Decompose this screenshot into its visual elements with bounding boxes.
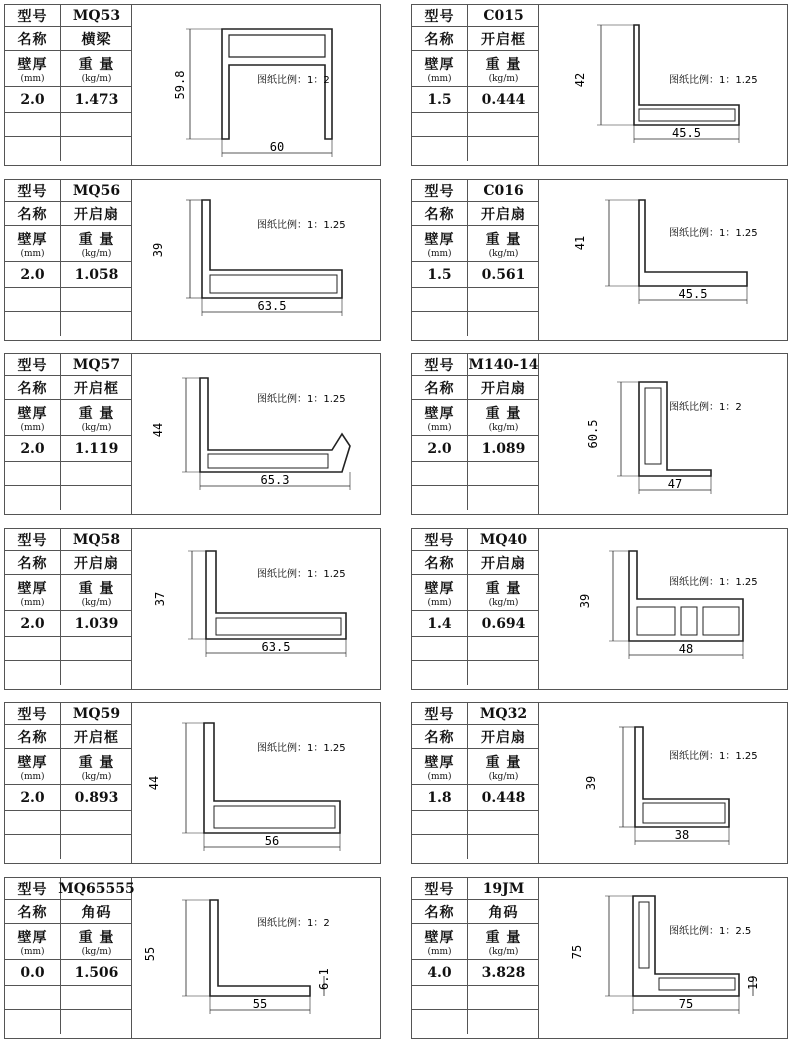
weight-unit: (kg/m): [81, 248, 112, 259]
weight-unit: (kg/m): [488, 73, 519, 84]
wall-unit: (mm): [427, 73, 452, 84]
wall-label: 壁厚: [17, 56, 48, 73]
weight-unit: (kg/m): [81, 422, 112, 433]
name-value: 开启框: [481, 31, 526, 48]
wall-label: 壁厚: [17, 231, 48, 248]
dim-extra: 19: [746, 975, 760, 990]
weight-label: 重 量: [78, 929, 115, 946]
weight-label: 重 量: [78, 405, 115, 422]
table-row: [412, 376, 539, 400]
name-label: 名称: [17, 904, 48, 921]
table-row: [412, 811, 539, 835]
profile-card: [411, 877, 788, 1039]
wall-label: 壁厚: [17, 580, 48, 597]
table-row: [5, 960, 132, 986]
table-row: [412, 725, 539, 749]
dim-width: 45.5: [672, 126, 701, 140]
weight-value: 0.694: [481, 615, 526, 632]
table-row: [5, 376, 132, 400]
wall-label: 壁厚: [17, 405, 48, 422]
table-row: [412, 226, 539, 262]
weight-label: 重 量: [485, 580, 522, 597]
model-value: MQ56: [72, 182, 121, 199]
name-value: 角码: [81, 904, 112, 921]
name-value: 开启框: [74, 380, 119, 397]
table-row: [5, 575, 132, 611]
dim-width: 45.5: [678, 287, 708, 301]
scale-text: 图纸比例：1：2.5: [669, 926, 752, 937]
table-row: [412, 400, 539, 436]
scale-text: 图纸比例：1：1.25: [257, 569, 346, 580]
table-row: [412, 986, 539, 1010]
name-value: 横梁: [81, 31, 112, 48]
name-label: 名称: [424, 380, 455, 397]
profile-drawing: [132, 180, 380, 340]
model-value: MQ40: [479, 531, 528, 548]
dim-width: 75: [678, 997, 694, 1011]
dim-width: 47: [667, 477, 683, 491]
weight-label: 重 量: [485, 754, 522, 771]
weight-label: 重 量: [485, 231, 522, 248]
wall-unit: (mm): [427, 771, 452, 782]
name-label: 名称: [424, 31, 455, 48]
dim-width: 56: [264, 834, 280, 848]
profile-card: [411, 528, 788, 690]
spec-table: [412, 5, 539, 165]
drawing-area: [539, 529, 787, 689]
profile-card: [4, 702, 381, 864]
table-row: [5, 400, 132, 436]
model-label: 型号: [424, 532, 455, 549]
wall-label: 壁厚: [424, 929, 455, 946]
table-row: [5, 486, 132, 510]
table-row: [5, 51, 132, 87]
drawing-area: [132, 354, 380, 514]
name-value: 开启扇: [74, 555, 119, 572]
weight-value: 0.444: [481, 91, 526, 108]
table-row: [5, 180, 132, 202]
model-value: MQ65555: [58, 880, 135, 897]
profile-card: [4, 4, 381, 166]
scale-text: 图纸比例：1：2: [669, 402, 742, 413]
name-label: 名称: [17, 380, 48, 397]
weight-value: 0.893: [74, 789, 119, 806]
wall-label: 壁厚: [17, 929, 48, 946]
dim-height: 39: [578, 593, 592, 609]
table-row: [5, 749, 132, 785]
table-row: [5, 725, 132, 749]
table-row: [412, 529, 539, 551]
thickness-value: 0.0: [20, 964, 45, 981]
table-row: [5, 986, 132, 1010]
spec-table: [5, 878, 135, 1038]
thickness-value: 1.4: [427, 615, 452, 632]
spec-table: [5, 354, 132, 514]
table-row: [412, 51, 539, 87]
wall-label: 壁厚: [17, 754, 48, 771]
drawing-area: [539, 878, 787, 1038]
table-row: [5, 785, 132, 811]
wall-unit: (mm): [20, 597, 45, 608]
dim-height: 59.8: [173, 70, 187, 100]
weight-value: 0.448: [481, 789, 526, 806]
name-value: 开启扇: [74, 206, 119, 223]
model-value: MQ59: [72, 705, 121, 722]
table-row: [5, 27, 132, 51]
spec-table: [5, 703, 132, 863]
model-value: M140-14: [468, 356, 539, 373]
model-label: 型号: [17, 357, 48, 374]
table-row: [412, 960, 539, 986]
drawing-area: [132, 5, 380, 165]
table-row: [412, 462, 539, 486]
profile-card: [411, 4, 788, 166]
wall-unit: (mm): [20, 422, 45, 433]
spec-table: [412, 878, 539, 1038]
model-label: 型号: [17, 706, 48, 723]
weight-unit: (kg/m): [488, 597, 519, 608]
wall-label: 壁厚: [424, 231, 455, 248]
profile-card: [4, 528, 381, 690]
table-row: [5, 5, 132, 27]
name-value: 角码: [488, 904, 519, 921]
model-label: 型号: [424, 183, 455, 200]
spec-table: [5, 529, 132, 689]
weight-value: 1.058: [74, 266, 119, 283]
weight-unit: (kg/m): [81, 771, 112, 782]
profile-drawing: [132, 529, 380, 689]
spec-table: [5, 5, 132, 165]
spec-table: [412, 703, 539, 863]
profile-drawing: [539, 703, 787, 863]
dim-height: 39: [151, 242, 165, 258]
name-value: 开启扇: [481, 555, 526, 572]
table-row: [5, 87, 132, 113]
name-label: 名称: [17, 729, 48, 746]
thickness-value: 2.0: [20, 615, 45, 632]
thickness-value: 1.8: [427, 789, 452, 806]
table-row: [5, 113, 132, 137]
scale-text: 图纸比例：1：2: [257, 75, 330, 86]
spec-table: [412, 354, 539, 514]
weight-label: 重 量: [485, 405, 522, 422]
table-row: [412, 486, 539, 510]
dim-width: 48: [678, 642, 694, 656]
drawing-area: [132, 180, 380, 340]
weight-value: 1.473: [74, 91, 119, 108]
table-row: [412, 137, 539, 161]
weight-unit: (kg/m): [488, 771, 519, 782]
weight-value: 0.561: [481, 266, 526, 283]
table-row: [412, 113, 539, 137]
name-value: 开启扇: [481, 729, 526, 746]
profile-card: [411, 353, 788, 515]
scale-text: 图纸比例：1：1.25: [669, 751, 758, 762]
profile-drawing: [539, 354, 787, 514]
model-value: MQ32: [479, 705, 528, 722]
table-row: [5, 1010, 132, 1034]
spec-table: [5, 180, 132, 340]
weight-label: 重 量: [78, 754, 115, 771]
thickness-value: 2.0: [20, 266, 45, 283]
table-row: [412, 5, 539, 27]
name-value: 开启扇: [481, 206, 526, 223]
table-row: [5, 611, 132, 637]
profile-card: [4, 353, 381, 515]
weight-unit: (kg/m): [488, 422, 519, 433]
weight-unit: (kg/m): [81, 73, 112, 84]
scale-text: 图纸比例：1：1.25: [669, 228, 758, 239]
wall-label: 壁厚: [424, 56, 455, 73]
name-label: 名称: [424, 555, 455, 572]
profile-drawing: [132, 703, 380, 863]
dim-height: 44: [147, 775, 161, 791]
weight-value: 1.506: [74, 964, 119, 981]
profile-drawing: [539, 180, 787, 340]
dim-height: 37: [153, 591, 167, 607]
table-row: [5, 878, 135, 900]
weight-unit: (kg/m): [81, 946, 112, 957]
profile-card: [411, 702, 788, 864]
weight-label: 重 量: [78, 580, 115, 597]
model-label: 型号: [17, 532, 48, 549]
table-row: [412, 575, 539, 611]
weight-unit: (kg/m): [488, 248, 519, 259]
thickness-value: 2.0: [20, 91, 45, 108]
model-value: MQ58: [72, 531, 121, 548]
thickness-value: 2.0: [20, 440, 45, 457]
profile-drawing: [132, 878, 380, 1038]
thickness-value: 2.0: [427, 440, 452, 457]
drawing-area: [132, 529, 380, 689]
wall-unit: (mm): [20, 771, 45, 782]
name-label: 名称: [424, 206, 455, 223]
spec-table: [412, 529, 539, 689]
table-row: [412, 180, 539, 202]
table-row: [5, 551, 132, 575]
name-label: 名称: [17, 206, 48, 223]
table-row: [5, 924, 132, 960]
drawing-area: [539, 5, 787, 165]
profile-card: [411, 179, 788, 341]
scale-text: 图纸比例：1：2: [257, 918, 330, 929]
wall-unit: (mm): [427, 422, 452, 433]
dim-height: 39: [584, 775, 598, 791]
dim-width: 60: [269, 140, 285, 154]
name-value: 开启框: [74, 729, 119, 746]
wall-label: 壁厚: [424, 405, 455, 422]
model-label: 型号: [424, 706, 455, 723]
table-row: [5, 900, 132, 924]
table-row: [412, 878, 539, 900]
name-value: 开启扇: [481, 380, 526, 397]
table-row: [5, 529, 132, 551]
name-label: 名称: [17, 555, 48, 572]
model-value: C015: [483, 7, 524, 24]
table-row: [412, 354, 539, 376]
model-label: 型号: [17, 8, 48, 25]
dim-width: 38: [674, 828, 690, 842]
weight-label: 重 量: [78, 231, 115, 248]
thickness-value: 1.5: [427, 91, 452, 108]
table-row: [412, 785, 539, 811]
model-label: 型号: [17, 183, 48, 200]
name-label: 名称: [424, 729, 455, 746]
model-value: 19JM: [482, 880, 525, 897]
table-row: [5, 436, 132, 462]
drawing-area: [132, 878, 380, 1038]
table-row: [412, 900, 539, 924]
model-value: C016: [483, 182, 524, 199]
profile-drawing: [539, 529, 787, 689]
model-label: 型号: [424, 8, 455, 25]
weight-value: 3.828: [481, 964, 526, 981]
thickness-value: 2.0: [20, 789, 45, 806]
table-row: [5, 811, 132, 835]
model-value: MQ53: [72, 7, 121, 24]
profile-card: [4, 877, 381, 1039]
table-row: [412, 749, 539, 785]
dim-height: 44: [151, 422, 165, 438]
table-row: [5, 703, 132, 725]
wall-label: 壁厚: [424, 754, 455, 771]
wall-unit: (mm): [427, 946, 452, 957]
thickness-value: 4.0: [427, 964, 452, 981]
dim-height: 41: [573, 235, 587, 251]
table-row: [412, 87, 539, 113]
table-row: [5, 288, 132, 312]
scale-text: 图纸比例：1：1.25: [669, 75, 758, 86]
profile-card: [4, 179, 381, 341]
table-row: [412, 436, 539, 462]
table-row: [5, 202, 132, 226]
dim-width: 55: [252, 997, 268, 1011]
table-row: [412, 262, 539, 288]
model-value: MQ57: [72, 356, 121, 373]
table-row: [412, 637, 539, 661]
profile-drawing: [132, 354, 380, 514]
table-row: [412, 27, 539, 51]
scale-text: 图纸比例：1：1.25: [257, 394, 346, 405]
weight-label: 重 量: [485, 56, 522, 73]
wall-label: 壁厚: [424, 580, 455, 597]
table-row: [5, 226, 132, 262]
name-label: 名称: [17, 31, 48, 48]
thickness-value: 1.5: [427, 266, 452, 283]
weight-label: 重 量: [78, 56, 115, 73]
profile-drawing: [539, 5, 787, 165]
model-label: 型号: [424, 881, 455, 898]
weight-value: 1.089: [481, 440, 526, 457]
drawing-area: [539, 180, 787, 340]
wall-unit: (mm): [427, 248, 452, 259]
scale-text: 图纸比例：1：1.25: [257, 220, 346, 231]
table-row: [412, 288, 539, 312]
dim-height: 42: [573, 72, 587, 88]
model-label: 型号: [424, 357, 455, 374]
drawing-area: [539, 354, 787, 514]
drawing-area: [539, 703, 787, 863]
dim-width: 63.5: [257, 299, 287, 313]
table-row: [5, 637, 132, 661]
table-row: [412, 924, 539, 960]
wall-unit: (mm): [427, 597, 452, 608]
table-row: [412, 312, 539, 336]
profile-drawing: [132, 5, 380, 165]
table-row: [412, 835, 539, 859]
table-row: [412, 551, 539, 575]
table-row: [5, 137, 132, 161]
scale-text: 图纸比例：1：1.25: [257, 743, 346, 754]
weight-value: 1.039: [74, 615, 119, 632]
table-row: [412, 202, 539, 226]
dim-extra: 6.1: [317, 968, 331, 990]
wall-unit: (mm): [20, 946, 45, 957]
drawing-area: [132, 703, 380, 863]
weight-unit: (kg/m): [81, 597, 112, 608]
table-row: [412, 703, 539, 725]
table-row: [5, 462, 132, 486]
weight-label: 重 量: [485, 929, 522, 946]
table-row: [5, 661, 132, 685]
dim-width: 63.5: [261, 640, 291, 654]
scale-text: 图纸比例：1：1.25: [669, 577, 758, 588]
dim-height: 75: [570, 944, 584, 960]
weight-value: 1.119: [74, 440, 119, 457]
table-row: [412, 611, 539, 637]
table-row: [5, 262, 132, 288]
model-label: 型号: [17, 881, 48, 898]
dim-height: 60.5: [586, 419, 600, 449]
table-row: [412, 1010, 539, 1034]
table-row: [5, 312, 132, 336]
name-label: 名称: [424, 904, 455, 921]
table-row: [412, 661, 539, 685]
dim-height: 55: [143, 946, 157, 962]
dim-width: 65.3: [260, 473, 290, 487]
table-row: [5, 354, 132, 376]
profile-drawing: [539, 878, 787, 1038]
table-row: [5, 835, 132, 859]
weight-unit: (kg/m): [488, 946, 519, 957]
wall-unit: (mm): [20, 73, 45, 84]
spec-table: [412, 180, 539, 340]
wall-unit: (mm): [20, 248, 45, 259]
